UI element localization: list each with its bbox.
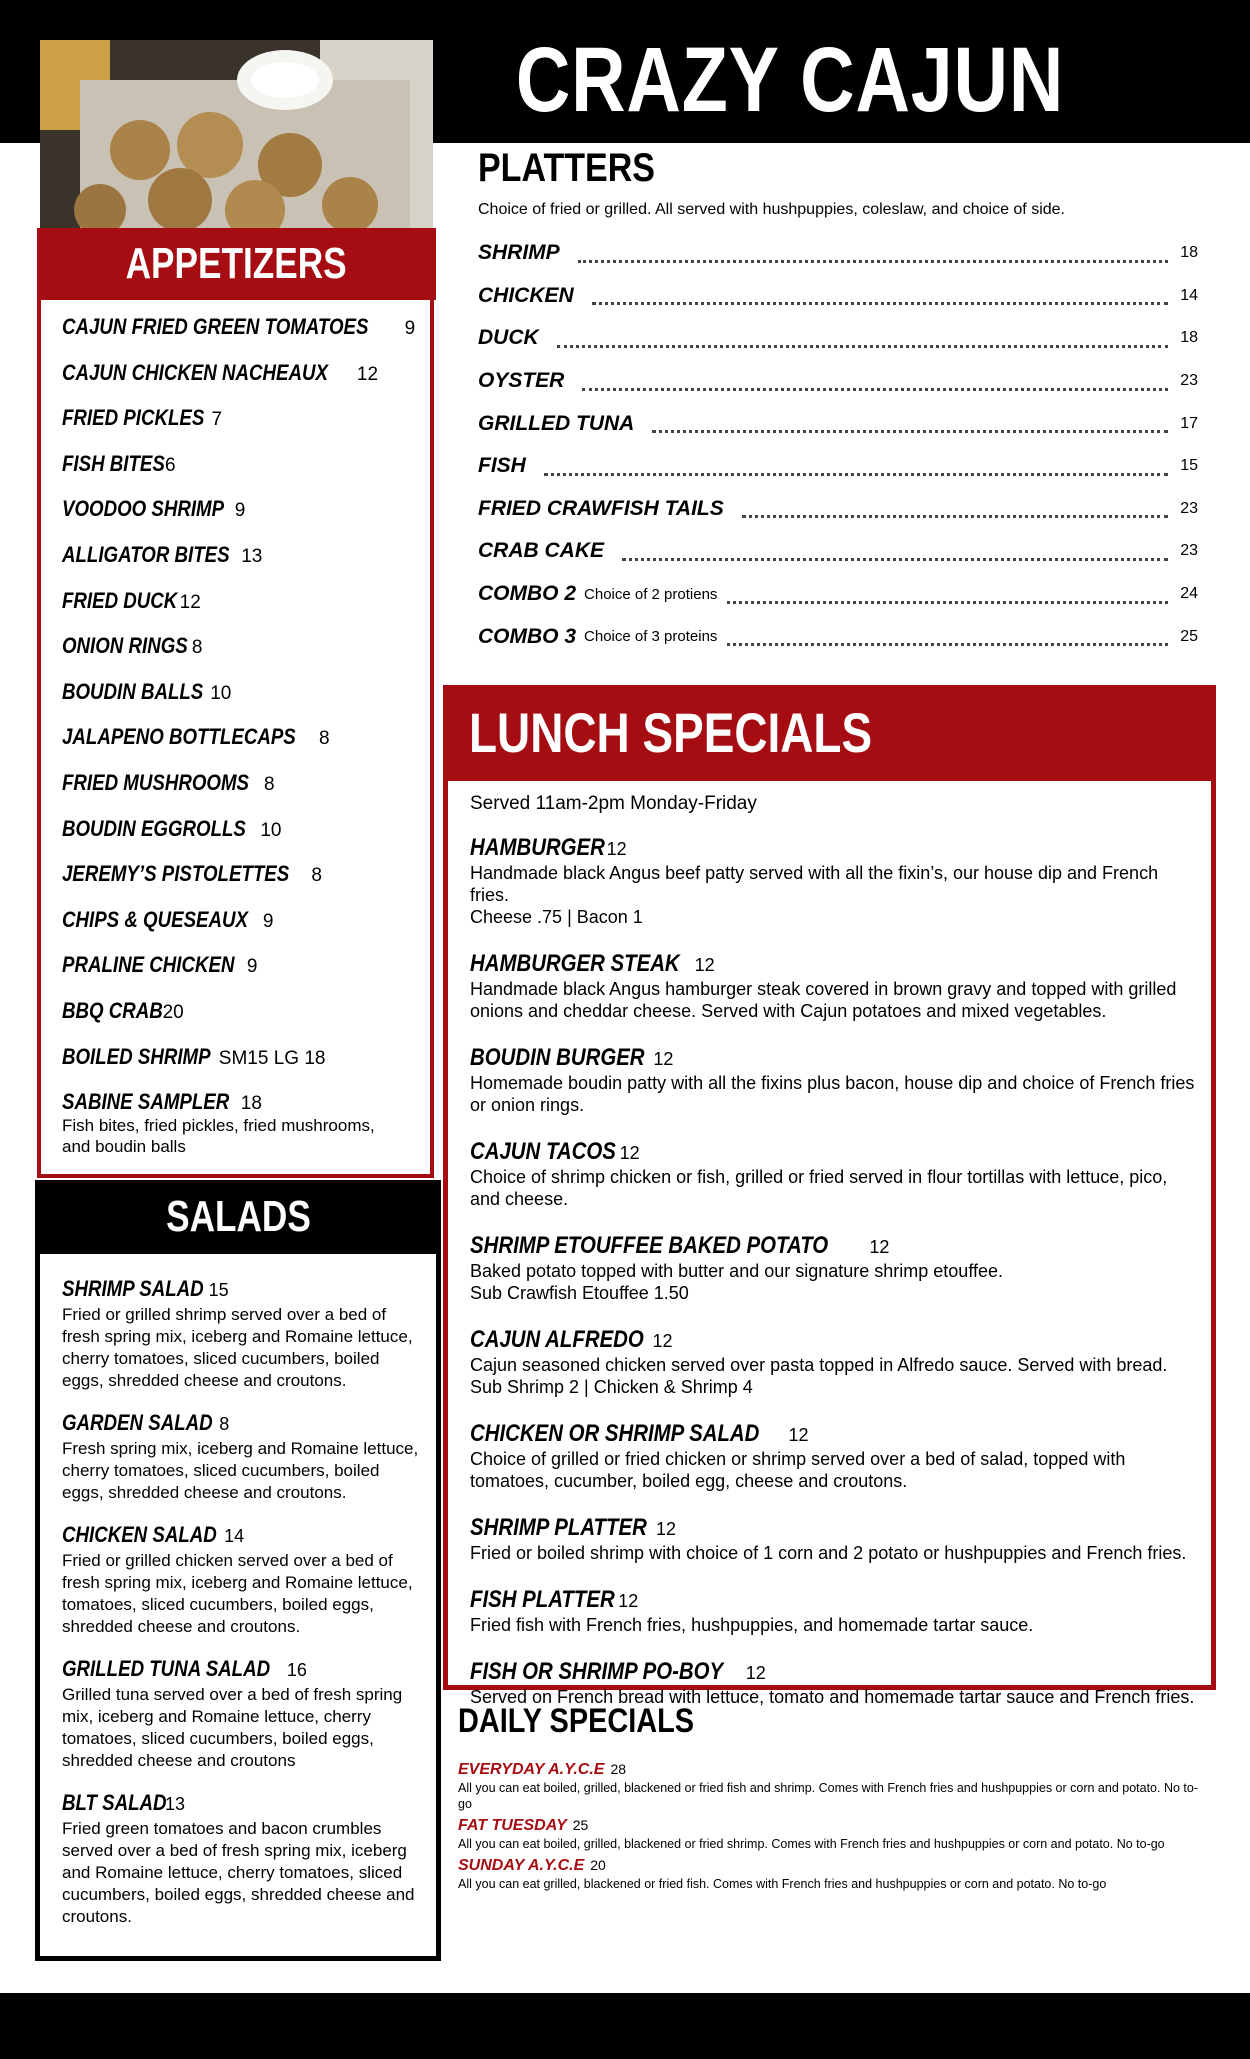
appetizer-item: CAJUN FRIED GREEN TOMATOES 9: [62, 314, 416, 339]
platter-item: COMBO 2 Choice of 2 protiens 24: [478, 582, 1198, 606]
salad-item: GRILLED TUNA SALAD 16 Grilled tuna served over a bed of fresh spring mix, iceberg and Romaine lettuce, cherry tomatoes, sliced cucumbers, boiled eggs, shredded cheese and croutons: [62, 1656, 403, 1770]
daily-item: EVERYDAY A.Y.C.E 28 All you can eat boiled, grilled, blackened or fried fish and shrimp. Comes with French fries and hushpuppies or corn and potato. No to-go: [458, 1761, 1198, 1811]
appetizer-item: BOILED SHRIMP SM15 LG 18: [62, 1043, 326, 1069]
appetizer-item: PRALINE CHICKEN 9: [62, 952, 258, 978]
lunch-item: CAJUN ALFREDO 12 Cajun seasoned chicken served over pasta topped in Alfredo sauce. Served with bread. Sub Shrimp 2 | Chicken & Shrimp 4: [470, 1326, 1168, 1397]
appetizer-item: FISH BITES6: [62, 450, 176, 476]
lunch-item: FISH OR SHRIMP PO-BOY 12 Served on French bread with lettuce, tomato and homemade tartar sauce and French fries.: [470, 1658, 1195, 1707]
platters-subtitle: Choice of fried or grilled. All served with hushpuppies, coleslaw, and choice of side.: [478, 201, 1065, 218]
lunch-item: CAJUN TACOS 12 Choice of shrimp chicken or fish, grilled or fried served in flour tortillas with lettuce, pico, and cheese.: [470, 1138, 1168, 1209]
salad-item: BLT SALAD13 Fried green tomatoes and bacon crumbles served over a bed of fresh spring mix, iceberg and Romaine lettuce, cherry tomatoes, sliced cucumbers, boiled eggs, shredded cheese and croutons.: [62, 1790, 415, 1926]
lunch-item: SHRIMP PLATTER 12 Fried or boiled shrimp with choice of 1 corn and 2 potato or hushpuppies and French fries.: [470, 1514, 1187, 1563]
restaurant-title: CRAZY CAJUN: [515, 29, 1065, 131]
lunch-item: CHICKEN OR SHRIMP SALAD 12 Choice of grilled or fried chicken or shrimp served over a bed of salad, topped with tomatoes, cucumber, boiled egg, cheese and croutons.: [470, 1420, 1126, 1491]
platters-title: PLATTERS: [478, 146, 655, 190]
platter-item: CHICKEN 14: [478, 283, 1198, 307]
appetizer-item: CHIPS & QUESEAUX 9: [62, 906, 274, 932]
salad-item: SHRIMP SALAD 15 Fried or grilled shrimp served over a bed of fresh spring mix, iceberg and Romaine lettuce, cherry tomatoes, sliced cucumbers, boiled eggs, shredded cheese and croutons.: [62, 1276, 413, 1390]
lunch-item: BOUDIN BURGER 12 Homemade boudin patty with all the fixins plus bacon, house dip and choice of French fries or onion rings.: [470, 1044, 1195, 1115]
appetizer-item: FRIED DUCK 12: [62, 587, 201, 613]
appetizer-item: ALLIGATOR BITES 13: [62, 541, 263, 567]
platter-item: OYSTER 23: [478, 369, 1198, 393]
appetizer-item: JALAPENO BOTTLECAPS 8: [62, 724, 330, 750]
salad-item: GARDEN SALAD 8 Fresh spring mix, iceberg and Romaine lettuce, cherry tomatoes, sliced cucumbers, boiled eggs, shredded cheese and croutons.: [62, 1410, 419, 1502]
daily-specials-list: [458, 1760, 1203, 1896]
appetizer-item: JEREMY’S PISTOLETTES 8: [62, 861, 322, 887]
appetizer-item: BBQ CRAB20: [62, 997, 184, 1023]
appetizer-photo: [40, 40, 433, 230]
daily-specials-title: DAILY SPECIALS: [458, 1702, 695, 1740]
lunch-specials-list: [470, 834, 1200, 1730]
lunch-item: HAMBURGER STEAK 12 Handmade black Angus hamburger steak covered in brown gravy and topped with grilled onions and cheddar cheese. Served with Cajun potatoes and mixed vegetables.: [470, 950, 1177, 1021]
daily-item: SUNDAY A.Y.C.E 20 All you can eat grilled, blackened or fried fish. Comes with French fries and hushpuppies or corn and potato. No to-go: [458, 1857, 1107, 1891]
platter-item: GRILLED TUNA 17: [478, 411, 1198, 435]
platter-item: SHRIMP 18: [478, 241, 1198, 265]
daily-item: FAT TUESDAY 25 All you can eat boiled, grilled, blackened or fried shrimp. Comes with French fries and hushpuppies or corn and potato. No to-go: [458, 1817, 1165, 1851]
appetizer-item: VOODOO SHRIMP 9: [62, 496, 246, 522]
appetizer-item: SABINE SAMPLER 18: [62, 1089, 262, 1115]
platter-item: COMBO 3 Choice of 3 proteins 25: [478, 624, 1198, 648]
appetizers-list: [62, 310, 422, 1157]
platter-item: FRIED CRAWFISH TAILS 23: [478, 496, 1198, 520]
lunch-item: HAMBURGER 12 Handmade black Angus beef patty served with all the fixin’s, our house dip and French fries. Cheese .75 | Bacon 1: [470, 834, 1159, 927]
appetizer-item: BOUDIN EGGROLLS 10: [62, 815, 282, 841]
footer-band: [0, 1993, 1250, 2059]
sampler-description: Fish bites, fried pickles, fried mushrooms, and boudin balls: [62, 1116, 375, 1157]
appetizer-item: ONION RINGS 8: [62, 633, 203, 659]
platters-list: [478, 232, 1198, 658]
lunch-specials-header: LUNCH SPECIALS: [443, 685, 1216, 781]
salad-item: CHICKEN SALAD 14 Fried or grilled chicken served over a bed of fresh spring mix, iceberg and Romaine lettuce, tomatoes, sliced cucumbers, boiled eggs, shredded cheese and croutons.: [62, 1522, 413, 1636]
appetizer-item: CAJUN CHICKEN NACHEAUX 12: [62, 359, 379, 385]
salads-header: SALADS: [35, 1180, 441, 1254]
appetizer-item: BOUDIN BALLS 10: [62, 678, 232, 704]
salads-list: [62, 1274, 422, 1944]
platter-item: FISH 15: [478, 454, 1198, 478]
platter-item: CRAB CAKE 23: [478, 539, 1198, 563]
appetizer-item: FRIED PICKLES 7: [62, 405, 223, 431]
lunch-item: SHRIMP ETOUFFEE BAKED POTATO 12 Baked potato topped with butter and our signature shrimp etouffee. Sub Crawfish Etouffee 1.50: [470, 1232, 1004, 1303]
appetizers-header: APPETIZERS: [37, 228, 436, 300]
lunch-item: FISH PLATTER 12 Fried fish with French fries, hushpuppies, and homemade tartar sauce.: [470, 1586, 1034, 1635]
lunch-hours: Served 11am-2pm Monday-Friday: [470, 793, 757, 814]
platter-item: DUCK 18: [478, 326, 1198, 350]
appetizer-item: FRIED MUSHROOMS 8: [62, 769, 275, 795]
